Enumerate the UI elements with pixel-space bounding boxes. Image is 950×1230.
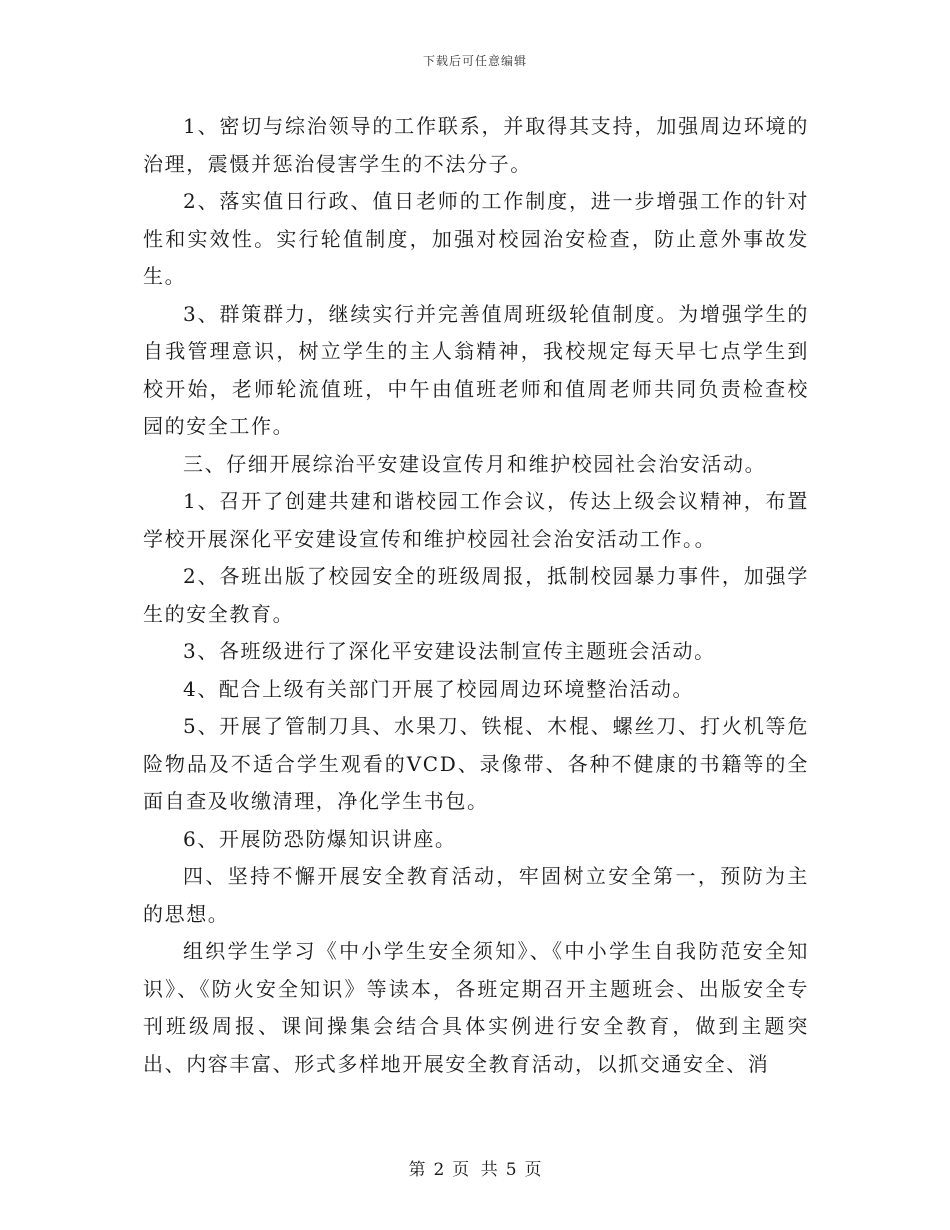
paragraph: 2、落实值日行政、值日老师的工作制度，进一步增强工作的针对性和实效性。实行轮值制度，加强对校园治安检查，防止意外事故发生。 bbox=[143, 189, 809, 288]
document-body bbox=[143, 108, 809, 1083]
page-number-footer bbox=[0, 1155, 950, 1180]
section-heading: 四、坚持不懈开展安全教育活动，牢固树立安全第一，预防为主的思想。 bbox=[143, 864, 809, 926]
current-page-number: 2 bbox=[433, 1160, 445, 1180]
page-label-mid: 页 共 bbox=[452, 1160, 498, 1180]
page-label-prefix: 第 bbox=[408, 1160, 426, 1180]
page-header-note: 下载后可任意编辑 bbox=[422, 54, 527, 68]
paragraph: 4、配合上级有关部门开展了校园周边环境整治活动。 bbox=[183, 676, 695, 701]
total-pages-number: 5 bbox=[505, 1160, 517, 1180]
paragraph: 5、开展了管制刀具、水果刀、铁棍、木棍、螺丝刀、打火机等危险物品及不适合学生观看的VCD、录像带、各种不健康的书籍等的全面自查及收缴清理，净化学生书包。 bbox=[143, 714, 809, 813]
section-heading: 三、仔细开展综治平安建设宣传月和维护校园社会治安活动。 bbox=[183, 451, 767, 476]
paragraph: 1、密切与综治领导的工作联系，并取得其支持，加强周边环境的治理，震慑并惩治侵害学生的不法分子。 bbox=[143, 114, 809, 176]
paragraph: 3、各班级进行了深化平安建设法制宣传主题班会活动。 bbox=[183, 639, 716, 663]
page-label-suffix: 页 bbox=[524, 1160, 542, 1180]
paragraph: 组织学生学习《中小学生安全须知》、《中小学生自我防范安全知识》、《防火安全知识》等读本，各班定期召开主题班会、出版安全专刊班级周报、课间操集会结合具体实例进行安全教育，做到主题突出、内容丰富、形式多样地开展安全教育活动，以抓交通安全、消 bbox=[143, 939, 809, 1076]
paragraph: 1、召开了创建共建和谐校园工作会议，传达上级会议精神，布置学校开展深化平安建设宣传和维护校园社会治安活动工作。。 bbox=[143, 489, 809, 551]
paragraph: 2、各班出版了校园安全的班级周报，抵制校园暴力事件，加强学生的安全教育。 bbox=[143, 564, 809, 626]
paragraph: 6、开展防恐防爆知识讲座。 bbox=[183, 826, 457, 851]
paragraph: 3、群策群力，继续实行并完善值周班级轮值制度。为增强学生的自我管理意识，树立学生的主人翁精神，我校规定每天早七点学生到校开始，老师轮流值班，中午由值班老师和值周老师共同负责检查校园的安全工作。 bbox=[143, 301, 809, 438]
